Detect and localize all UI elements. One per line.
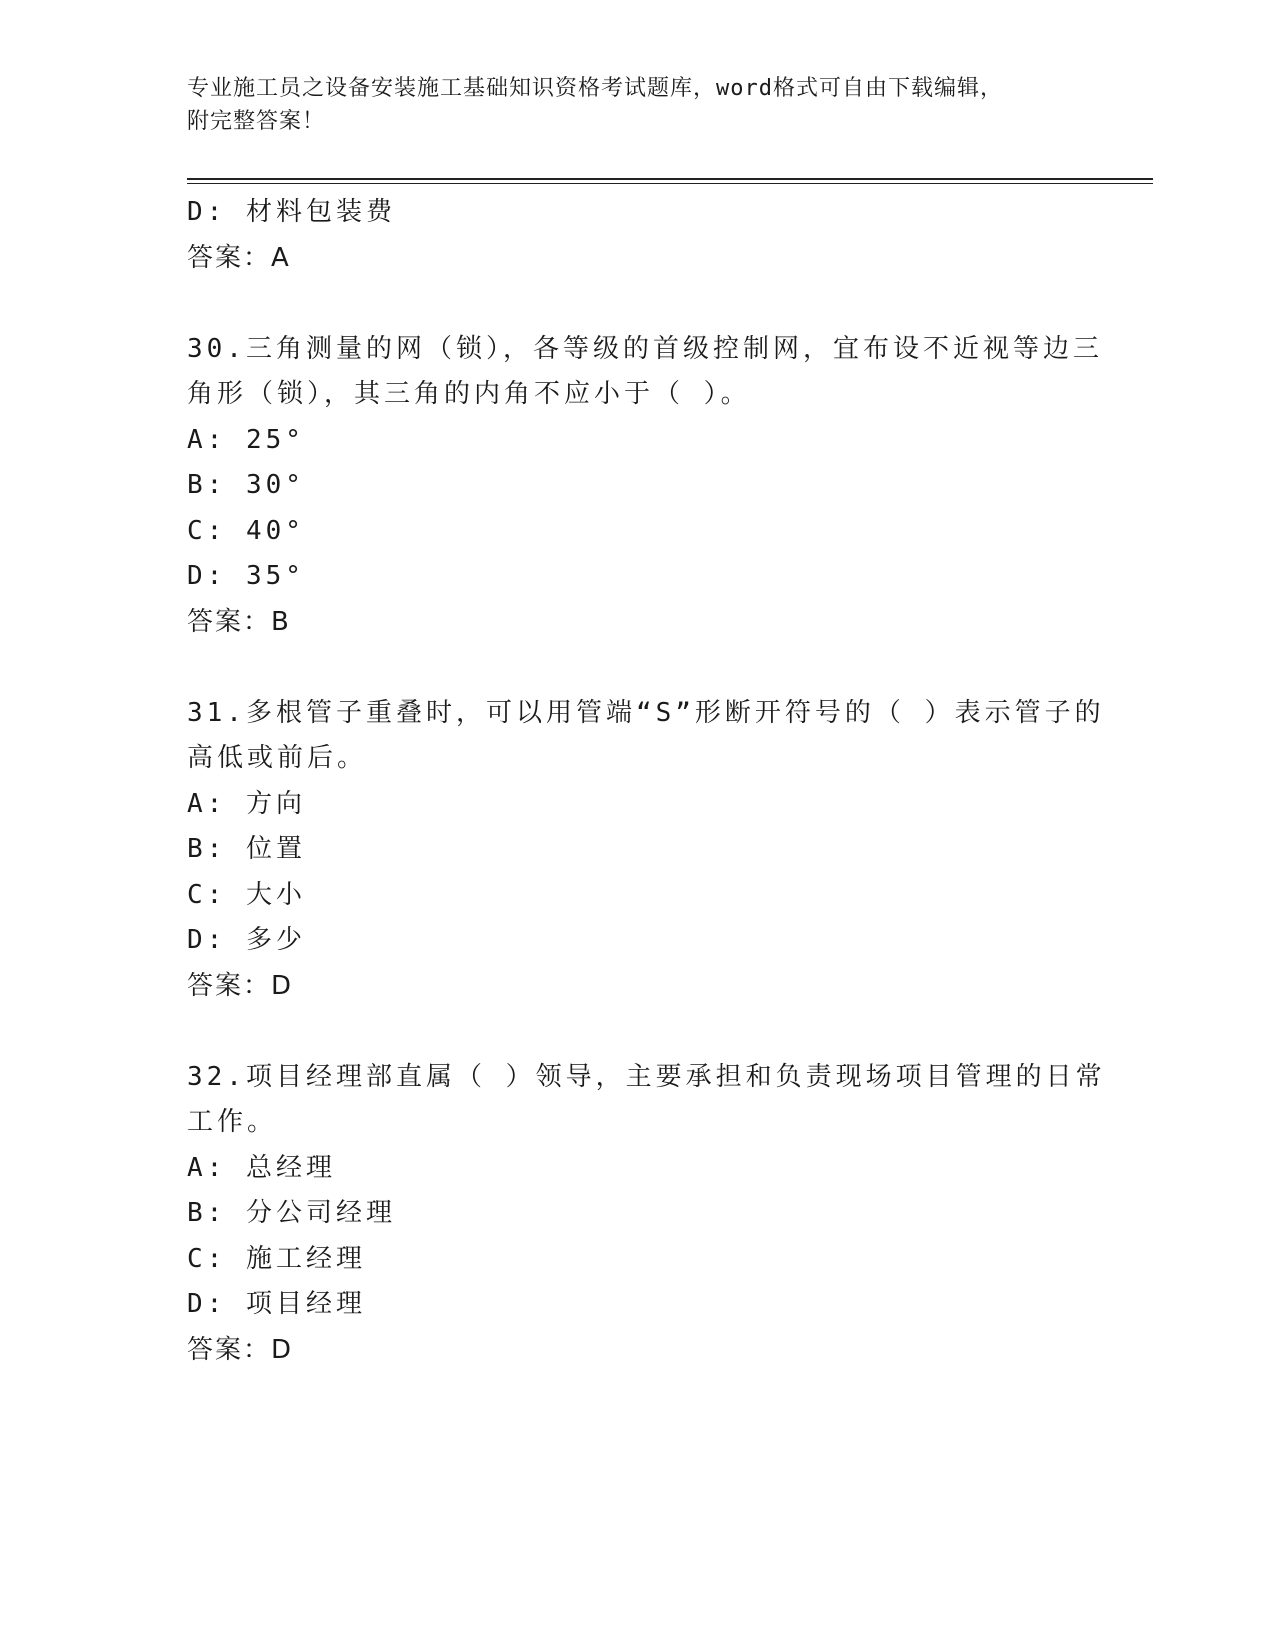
spacer <box>187 645 1087 691</box>
spacer <box>187 281 1087 327</box>
spacer <box>187 1009 1087 1055</box>
option-a: A: 25° <box>187 424 305 455</box>
option-d: D: 多少 <box>187 925 306 955</box>
header-line-1: 专业施工员之设备安装施工基础知识资格考试题库，word格式可自由下载编辑， <box>187 76 1003 101</box>
answer-line: 答案：A <box>187 242 291 273</box>
question-31 <box>187 691 1105 1010</box>
question-stem: 工作。 <box>187 1107 278 1137</box>
question-stem: 31.多根管子重叠时，可以用管端“S”形断开符号的（ ）表示管子的 <box>187 697 1105 728</box>
option-d: D: 35° <box>187 561 305 591</box>
option-b: B: 30° <box>187 470 305 500</box>
header-rule-thick <box>187 178 1153 180</box>
document-header <box>187 72 1067 138</box>
question-stem: 32.项目经理部直属（ ）领导，主要承担和负责现场项目管理的日常 <box>187 1061 1106 1092</box>
option-b: B: 位置 <box>187 834 306 864</box>
option-d: D: 项目经理 <box>187 1289 366 1319</box>
previous-question-tail <box>187 190 1087 281</box>
option-d: D: 材料包装费 <box>187 197 396 227</box>
header-line-2: 附完整答案！ <box>187 109 326 134</box>
answer-line: 答案：D <box>187 1334 294 1365</box>
option-c: C: 40° <box>187 515 305 546</box>
option-b: B: 分公司经理 <box>187 1198 396 1228</box>
question-32 <box>187 1055 1106 1374</box>
question-stem: 角形（锁），其三角的内角不应小于（ ）。 <box>187 379 751 409</box>
header-rule-thin <box>187 183 1153 184</box>
option-c: C: 大小 <box>187 879 306 910</box>
answer-line: 答案：B <box>187 606 291 637</box>
question-stem: 高低或前后。 <box>187 743 368 773</box>
question-list <box>187 190 1106 1373</box>
option-a: A: 方向 <box>187 788 306 819</box>
option-c: C: 施工经理 <box>187 1243 366 1274</box>
question-stem: 30.三角测量的网（锁），各等级的首级控制网，宜布设不近视等边三 <box>187 333 1103 364</box>
answer-line: 答案：D <box>187 970 294 1001</box>
question-30 <box>187 327 1103 646</box>
option-a: A: 总经理 <box>187 1152 336 1183</box>
